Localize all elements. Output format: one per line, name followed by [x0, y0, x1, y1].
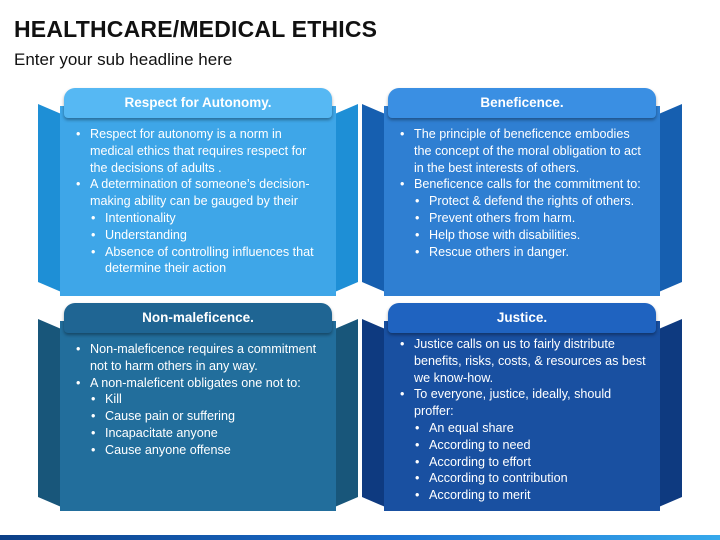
sub-bullet-item: • Prevent others from harm. [413, 210, 648, 227]
sub-bullet-item: • According to contribution [413, 470, 648, 487]
bullet-item: • A non-maleficent obligates one not to: [74, 375, 324, 392]
sub-bullet-item: • Understanding [89, 227, 324, 244]
card-heading: Justice. [388, 303, 656, 333]
sub-bullet-item: • Cause anyone offense [89, 442, 324, 459]
card-heading: Non-maleficence. [64, 303, 332, 333]
sub-bullet-item: • Rescue others in danger. [413, 244, 648, 261]
sub-bullet-item: • An equal share [413, 420, 648, 437]
bullet-item: • A determination of someone’s decision-making ability can be gauged by their [74, 176, 324, 210]
bullet-list [398, 336, 648, 504]
bullet-list [74, 126, 324, 277]
bullet-item: • Non-maleficence requires a commitment not to harm others in any way. [74, 341, 324, 375]
bullet-item: • Beneficence calls for the commitment to: [398, 176, 648, 193]
bullet-item: • To everyone, justice, ideally, should proffer: [398, 386, 648, 420]
card-body [60, 321, 336, 511]
sub-bullet-item: • Cause pain or suffering [89, 408, 324, 425]
card-body [384, 106, 660, 296]
autonomy-card [38, 88, 358, 296]
card-heading: Beneficence. [388, 88, 656, 118]
bullet-list [398, 126, 648, 260]
sub-bullet-item: • According to effort [413, 454, 648, 471]
bullet-item: • The principle of beneficence embodies the concept of the moral obligation to act in the best interests of others. [398, 126, 648, 176]
sub-bullet-item: • Intentionality [89, 210, 324, 227]
slide-title: HEALTHCARE/MEDICAL ETHICS [14, 16, 378, 42]
card-body [384, 321, 660, 511]
non-maleficence-card [38, 303, 358, 511]
card-heading: Respect for Autonomy. [64, 88, 332, 118]
sub-bullet-item: • Kill [89, 391, 324, 408]
bullet-list [74, 341, 324, 459]
beneficence-card [362, 88, 682, 296]
bullet-item: • Justice calls on us to fairly distribute benefits, risks, costs, & resources as best we know-how. [398, 336, 648, 386]
slide-subtitle: Enter your sub headline here [14, 50, 233, 69]
bullet-item: • Respect for autonomy is a norm in medical ethics that requires respect for the decisions of adults . [74, 126, 324, 176]
card-body [60, 106, 336, 296]
sub-bullet-item: • Incapacitate anyone [89, 425, 324, 442]
sub-bullet-item: • According to need [413, 437, 648, 454]
sub-bullet-item: • Help those with disabilities. [413, 227, 648, 244]
sub-bullet-item: • Absence of controlling influences that determine their action [89, 244, 324, 278]
justice-card [362, 303, 682, 511]
footer-bar [0, 535, 720, 540]
sub-bullet-item: • According to merit [413, 487, 648, 504]
sub-bullet-item: • Protect & defend the rights of others. [413, 193, 648, 210]
